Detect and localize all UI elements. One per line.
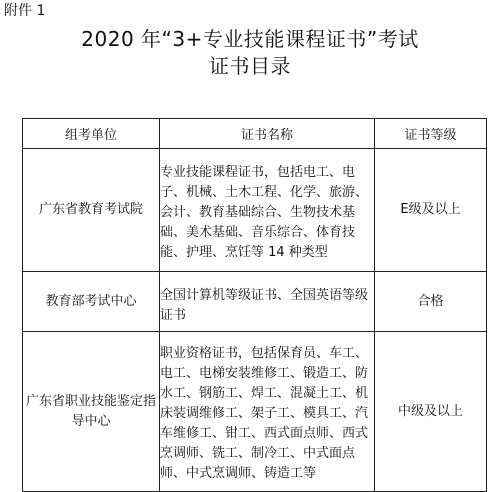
cell-grade: E级及以上 (375, 149, 487, 272)
cell-grade: 合格 (375, 272, 487, 332)
table-row (23, 332, 487, 492)
column-header-unit: 组考单位 (23, 119, 160, 149)
column-header-grade: 证书等级 (375, 119, 487, 149)
cell-unit: 教育部考试中心 (23, 272, 160, 332)
cell-unit: 广东省职业技能鉴定指导中心 (23, 332, 160, 492)
attachment-label: 附件 1 (4, 3, 46, 19)
cell-grade: 中级及以上 (375, 332, 487, 492)
cell-certificate-name: 全国计算机等级证书、全国英语等级证书 (160, 272, 375, 332)
table-header-row (23, 119, 487, 149)
document-title: 2020 年“3+专业技能课程证书”考试 (81, 27, 419, 51)
document-title-line2: 证书目录 (209, 54, 291, 78)
certificate-table (22, 118, 487, 492)
cell-unit: 广东省教育考试院 (23, 149, 160, 272)
table-row (23, 149, 487, 272)
cell-certificate-name: 职业资格证书，包括保育员、车工、电工、电梯安装维修工、锻造工、防水工、钢筋工、焊工、混凝土工、机床装调维修工、架子工、模具工、汽车维修工、钳工、西式面点师、西式烹调师、铣工、制冷工、中式面点师、中式烹调师、铸造工等 (160, 332, 375, 492)
cell-certificate-name: 专业技能课程证书，包括电工、电子、机械、土木工程、化学、旅游、会计、教育基础综合、生物技术基础、美术基础、音乐综合、体育技能、护理、烹饪等 14 种类型 (160, 149, 375, 272)
table-row (23, 272, 487, 332)
column-header-name: 证书名称 (160, 119, 375, 149)
